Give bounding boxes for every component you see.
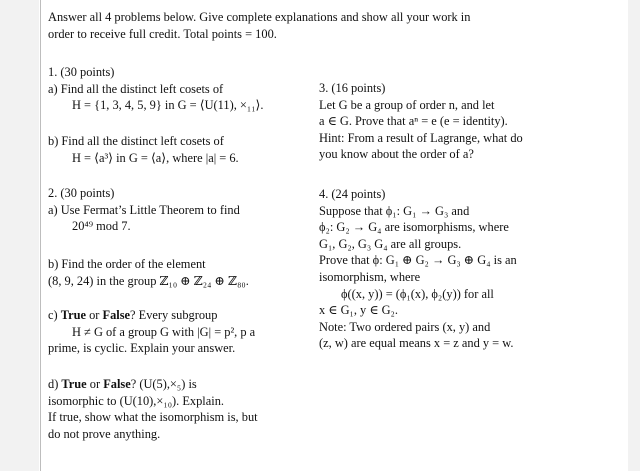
problem-1b-line: H = ⟨a³⟩ in G = ⟨a⟩, where |a| = 6. [72,150,239,165]
problem-2a-line: 20⁴⁹ mod 7. [72,219,131,234]
problem-3 [319,80,564,163]
problem-2c-or: or [85,308,103,322]
right-margin-shade [628,0,640,471]
problem-2d-false: False [103,377,131,391]
instructions-line: order to receive full credit. Total points = 100. [48,26,277,41]
problem-2c-line: H ≠ G of a group G with |G| = p², p a [72,324,256,339]
problem-1a-line: H = {1, 3, 4, 5, 9} in G = ⟨U(11), ×₁₁⟩. [72,98,264,113]
problem-3-line: you know about the order of a? [319,147,474,162]
problem-2c-true: True [60,308,86,322]
problem-2-title: 2. (30 points) [48,186,115,200]
problem-1b-line: b) Find all the distinct left cosets of [48,134,224,148]
problem-1b [48,133,308,166]
problem-2c-prefix: c) [48,308,61,322]
problem-4-line: Prove that ϕ: G₁ ⊕ G₂ → G₃ ⊕ G₄ is an [319,253,517,268]
problem-2c-line [48,307,308,324]
problem-2d-line [48,376,308,393]
problem-1-title: 1. (30 points) [48,65,115,79]
problem-2d-line: do not prove anything. [48,426,161,441]
problem-2c [48,307,308,357]
problem-4-line: (z, w) are equal means x = z and y = w. [319,336,514,351]
problem-2b-line: b) Find the order of the element [48,257,206,271]
problem-2b [48,256,308,289]
problem-4-line: Note: Two ordered pairs (x, y) and [319,319,491,334]
problem-3-title: 3. (16 points) [319,81,386,95]
problem-2d-prefix: d) [48,377,62,391]
problem-2c-line: prime, is cyclic. Explain your answer. [48,341,236,356]
problem-4 [319,186,564,352]
problem-4-line: ϕ₂: G₂ → G₄ are isomorphisms, where [319,220,509,235]
problem-4-line: isomorphism, where [319,269,421,284]
problem-4-line: G₁, G₂, G₃ G₄ are all groups. [319,236,462,251]
problem-2d-true: True [61,377,87,391]
problem-2a-line: a) Use Fermat’s Little Theorem to find [48,202,240,217]
problem-2 [48,185,308,235]
problem-2b-line: (8, 9, 24) in the group ℤ₁₀ ⊕ ℤ₂₄ ⊕ ℤ₈₀. [48,273,249,288]
problem-2d-line: isomorphic to (U(10),×₁₀). Explain. [48,393,224,408]
problem-2d [48,376,308,442]
instructions-line: Answer all 4 problems below. Give complete explanations and show all your work in [48,10,471,24]
problem-3-line: Hint: From a result of Lagrange, what do [319,130,523,145]
left-margin-shade [0,0,39,471]
problem-4-formula: ϕ((x, y)) = (ϕ₁(x), ϕ₂(y)) for all [341,286,494,301]
problem-2c-false: False [102,308,131,322]
problem-4-line: Suppose that ϕ₁: G₁ → G₃ and [319,203,470,218]
problem-2d-or: or [86,377,104,391]
instructions [48,9,568,42]
problem-4-line: x ∈ G₁, y ∈ G₂. [319,303,398,318]
problem-2d-line: If true, show what the isomorphism is, but [48,410,258,425]
problem-3-line: Let G be a group of order n, and let [319,97,495,112]
problem-4-title: 4. (24 points) [319,187,386,201]
problem-1a-line: a) Find all the distinct left cosets of [48,81,224,96]
problem-1 [48,64,308,114]
problem-2c-rest: ? Every subgroup [130,308,218,322]
problem-2d-rest: ? (U(5),×₅) is [130,377,197,391]
problem-3-line: a ∈ G. Prove that aⁿ = e (e = identity). [319,114,508,129]
